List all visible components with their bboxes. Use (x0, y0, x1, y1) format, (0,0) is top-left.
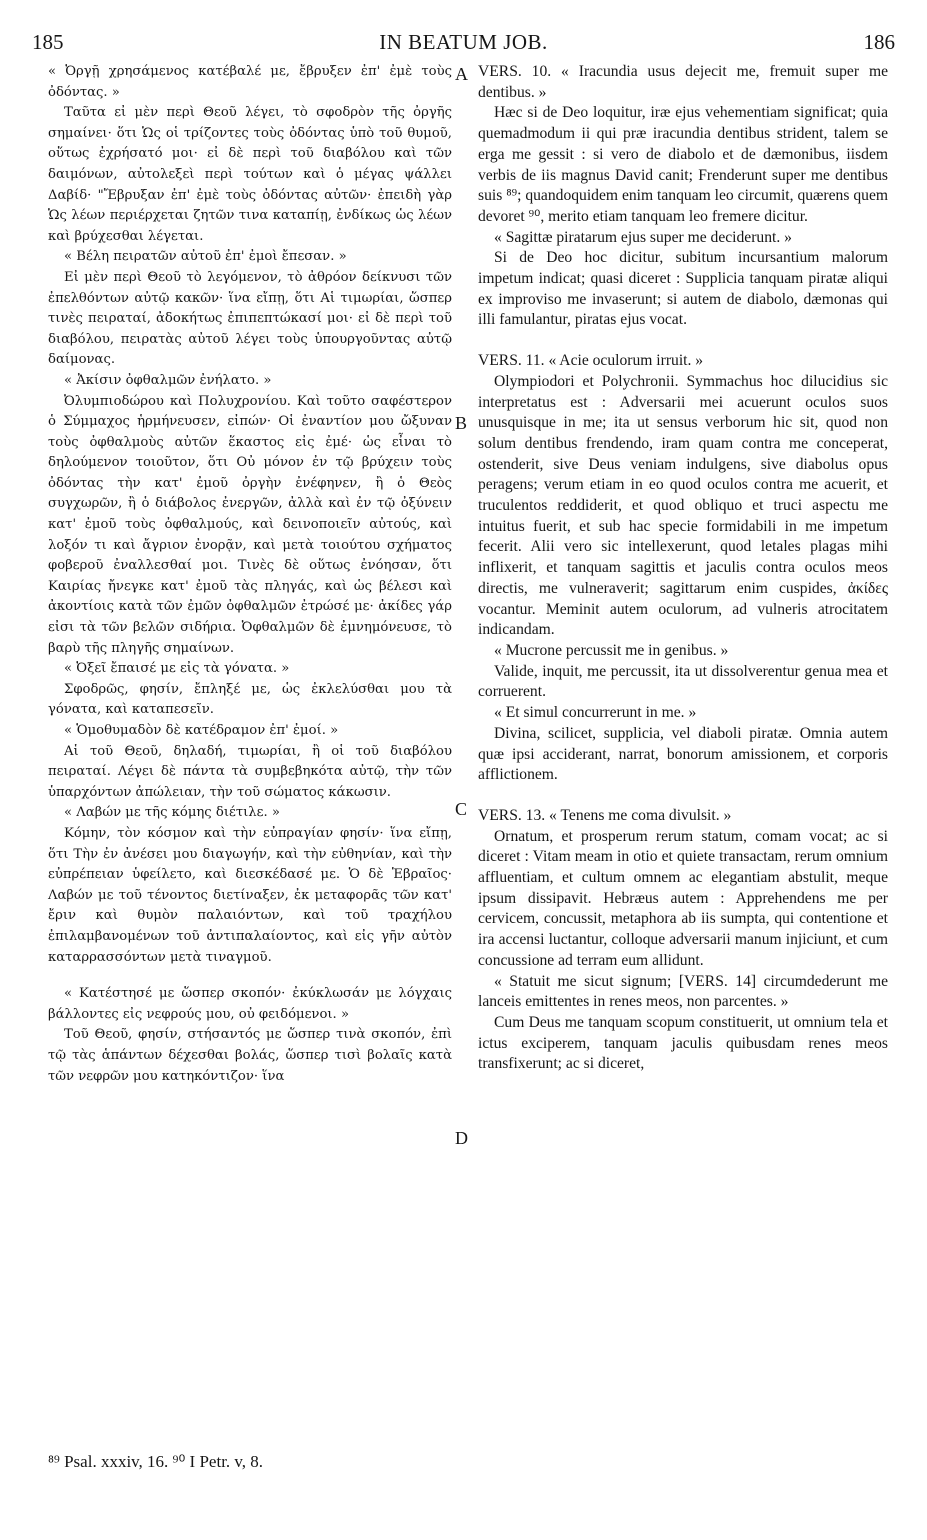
latin-column (478, 62, 888, 1075)
verse-heading: VERS. 13. « Tenens me coma divulsit. » (478, 806, 732, 824)
latin-lemma: « Mucrone percussit me in genibus. » (494, 641, 729, 659)
greek-paragraph: Τοῦ Θεοῦ, φησίν, στήσαντός με ὥσπερ τινὰ σκοπόν, ἐπὶ τῷ τὰς ἁπάντων δέχεσθαι βολάς, ὥσπερ τισὶ βολαῖς κατὰ τῶν νεφρῶν μου κατηκόντιζον· ἵνα (48, 1027, 452, 1084)
latin-paragraph: Ornatum, et prosperum rerum statum, comam vocat; ac si diceret : Vitam meam in otio et quiete transactam, rerum omnium affluentiam, et cultum omnem ac elegantiam abstulit, meque ipsum dissipavit. Hebræus autem : Apprehendens me per cervicem, concussit, metaphora ab iis sumpta, qui contentione et ira accensi luctantur, colloque adversarii manum injiciunt, et cum concussione ad terram eum allidunt. (478, 827, 888, 969)
margin-letter-b: B (455, 413, 468, 433)
greek-lemma: « Λαβών με τῆς κόμης διέτιλε. » (64, 805, 280, 821)
greek-paragraph: Αἱ τοῦ Θεοῦ, δηλαδή, τιμωρίαι, ἢ οἱ τοῦ διαβόλου πειραταί. Λέγει δὲ πάντα τὰ συμβεβηκότα αὐτῷ, τὴν τῶν ὑπαρχόντων ἀπώλειαν, τὴν τοῦ σώματος κάκωσιν. (48, 743, 452, 800)
margin-letter-c: C (455, 799, 468, 819)
greek-lemma: « Βέλη πειρατῶν αὐτοῦ ἐπ' ἐμοὶ ἔπεσαν. » (64, 249, 347, 265)
greek-column (48, 62, 452, 1087)
latin-paragraph: Si de Deo hoc dicitur, subitum incursantium malorum impetum indicat; quasi diceret : Supplicia tanquam piratæ aliqui ex improviso me invaserunt; si autem de diabolo, dæmonas qui illi famulantur, piratas ejus vocat. (478, 249, 888, 329)
greek-paragraph: Ταῦτα εἰ μὲν περὶ Θεοῦ λέγει, τὸ σφοδρὸν τῆς ὀργῆς σημαίνει· ὅτι Ὡς οἱ τρίζοντες τοὺς ὀδόντας ὑπὸ τοῦ θυμοῦ, οὕτως ἐχρήσατό μοι· εἰ δὲ περὶ τοῦ διαβόλου καὶ τῶν δαιμόνων, αὐτολεξεὶ περὶ τούτων καὶ ὁ μέγας ψάλλει Δαβίδ· "Ἔβρυξαν ἐπ' ἐμὲ τοὺς ὀδόντας αὐτῶν· ἐπειδὴ γὰρ Ὡς λέων περιέρχεται ζητῶν τινα καταπίῃ, ἐνδίκως ὡς λέων καὶ βρύχεσθαι λέγεται. (48, 105, 452, 244)
latin-paragraph: Divina, scilicet, supplicia, vel diaboli piratæ. Omnia autem quæ ipsi acciderant, narrat, bonorum amissionem, et corporis afflictionem. (478, 724, 888, 784)
greek-paragraph: Ὀλυμπιοδώρου καὶ Πολυχρονίου. Καὶ τοῦτο σαφέστερον ὁ Σύμμαχος ἡρμήνευσεν, εἰπών· Οἱ ἐναντίον μου ὤξυναν τοὺς ὀφθαλμοὺς αὐτῶν ἕκαστος εἰς ἐμέ· ὡς εἶναι τὸ δηλούμενον τοιοῦτον, ὅτι Οὐ μόνον ἐν τῷ βρύχειν τοὺς ὀδόντας τὴν κατ' ἐμοῦ ὀργὴν ἐνέφηνεν, ἢ ὁ Θεὸς συγχωρῶν, ἢ ὁ διάβολος ἐνεργῶν, ἀλλὰ καὶ ἐν τῷ ὀξύνειν κατ' ἐμοῦ τοὺς ὀφθαλμούς, καὶ δεινοποιεῖν αὐτούς, καὶ λοξόν τι καὶ ἄγριον ἐνορᾷν, καὶ μετὰ τοιούτου σχήματος φοβεροῦ ἐναλλεσθαί μοι. Τινὲς δὲ οὕτως ἐνόησαν, ὅτι Καιρίας ἤνεγκε κατ' ἐμοῦ τὰς πληγάς, καὶ ὡς βέλεσι καὶ ἀκοντίοις κατὰ τῶν ἐμῶν ὀφθαλμῶν ἐτρώσέ με· ἀκίδες γάρ εἰσι τὰ τῶν βελῶν σιδήρια. Ὀφθαλμῶν δὲ ἐμνημόνευσε, τὸ βαρὺ τῆς πληγῆς σημαίνων. (48, 393, 452, 656)
greek-lemma: « Κατέστησέ με ὥσπερ σκοπόν· ἐκύκλωσάν με λόγχαις βάλλοντες εἰς νεφρούς μου, οὐ φειδόμενοι. » (48, 986, 452, 1022)
greek-lemma: « Ὁμοθυμαδὸν δὲ κατέδραμον ἐπ' ἐμοί. » (64, 723, 339, 738)
greek-paragraph: Κόμην, τὸν κόσμον καὶ τὴν εὐπραγίαν φησίν· ἵνα εἴπῃ, ὅτι Τὴν ἐν ἀνέσει μου διαγωγήν, καὶ τὴν εὐθηνίαν, καὶ τὴν εὐπρέπειαν ὑφείλετο, καὶ διεσκέδασέ με. Ὁ δὲ Ἑβραῖος· Λαβών με τοῦ τένοντος διετίναξεν, ἐκ μεταφορᾶς τῶν κατ' ἔριν καὶ θυμὸν παλαιόντων, καὶ τοῦ τραχήλου ἐπιλαμβανομένων τοῦ ἀντιπαλαίοντος, καὶ εἰς γῆν αὐτὸν καταρρασσόντων μετὰ τιναγμοῦ. (48, 825, 452, 965)
latin-paragraph: Cum Deus me tanquam scopum constituerit, ut omnium tela et ictus exciperem, tanquam jaculis quibusdam renes meos transfixerunt; ac si diceret, (478, 1013, 888, 1073)
footnotes: ⁸⁹ Psal. xxxiv, 16. ⁹⁰ I Petr. v, 8. (48, 1452, 264, 1471)
latin-paragraph: Olympiodori et Polychronii. Symmachus hoc dilucidius sic interpretatus est : Adversarii mei acuerunt oculos suos unusquisque in me; ita ut sensus verborum hic sit, quod non solum dentibus frendendo, iram quam contra me conceperat, ostenderit, sive Deus veniam indulgens, sive diabolus opus peragens; verum etiam in eo quod oculos contra me acuerit, et truculentos reddiderit, et quod obliquo et truci aspectu me intuitus fuerit, et sub hac specie formidabili in me impetum fecerit. Alii vero sic intellexerunt, quod letales plagas mihi inflixerit, et tanquam sagittis et jaculis contra oculos meos directis, me vulneraverit; sagittarum enim cuspides, ἀκίδες vocantur. Meminit autem oculorum, ad vulneris atrocitatem indicandam. (478, 372, 888, 639)
greek-lemma: « Ἀκίσιν ὀφθαλμῶν ἐνήλατο. » (64, 372, 272, 388)
latin-lemma: « Statuit me sicut signum; [VERS. 14] circumdederunt me lanceis emittentes in renes meos, non parcentes. » (478, 972, 888, 1011)
greek-paragraph: Σφοδρῶς, φησίν, ἔπληξέ με, ὡς ἐκλελύσθαι μου τὰ γόνατα, καὶ καταπεσεῖν. (48, 681, 452, 718)
greek-lemma: « Ὀργῇ χρησάμενος κατέβαλέ με, ἔβρυξεν ἐπ' ἐμὲ τοὺς ὀδόντας. » (48, 64, 452, 100)
margin-letter-d: D (455, 1128, 468, 1148)
latin-paragraph: Hæc si de Deo loquitur, iræ ejus vehementiam significat; quia quemadmodum ii qui præ iracundia dentibus strident, talem se erga me gessit : si vero de diabolo et de dæmonibus, iisdem verbis de iis magnus David canit; Frenderunt super me dentibus suis ⁸⁹; quandoquidem enim tanquam leo circumit, quærens quem devoret ⁹⁰, merito etiam tanquam leo fremere dicitur. (478, 104, 888, 225)
margin-letter-a: A (455, 64, 468, 84)
greek-lemma: « Ὀξεῖ ἔπαισέ με εἰς τὰ γόνατα. » (64, 661, 290, 677)
page-number-right: 186 (863, 30, 895, 54)
latin-lemma: « Et simul concurrerunt in me. » (494, 704, 697, 722)
running-header (32, 30, 895, 60)
latin-paragraph: Valide, inquit, me percussit, ita ut dissolverentur genua mea et corruerent. (478, 662, 888, 701)
page-number-left: 185 (32, 30, 64, 54)
latin-lemma: « Sagittæ piratarum ejus super me deciderunt. » (494, 228, 792, 246)
verse-heading: VERS. 11. « Acie oculorum irruit. » (478, 352, 704, 370)
verse-heading: VERS. 10. « Iracundia usus dejecit me, fremuit super me dentibus. » (478, 63, 888, 101)
running-title: IN BEATUM JOB. (379, 30, 548, 54)
greek-paragraph: Εἰ μὲν περὶ Θεοῦ τὸ λεγόμενον, τὸ ἀθρόον δείκνυσι τῶν ἐπελθόντων αὐτῷ κακῶν· ἵνα εἴπῃ, ὅτι Αἱ τιμωρίαι, ὥσπερ τινὲς πειραταί, ἀδοκήτως ἐπιπεπτώκασί μοι· εἰ δὲ περὶ τοῦ διαβόλου, πειρατὰς αὐτοῦ λέγει τοὺς ὑπουργοῦντας αὐτῷ δαίμονας. (48, 269, 452, 368)
